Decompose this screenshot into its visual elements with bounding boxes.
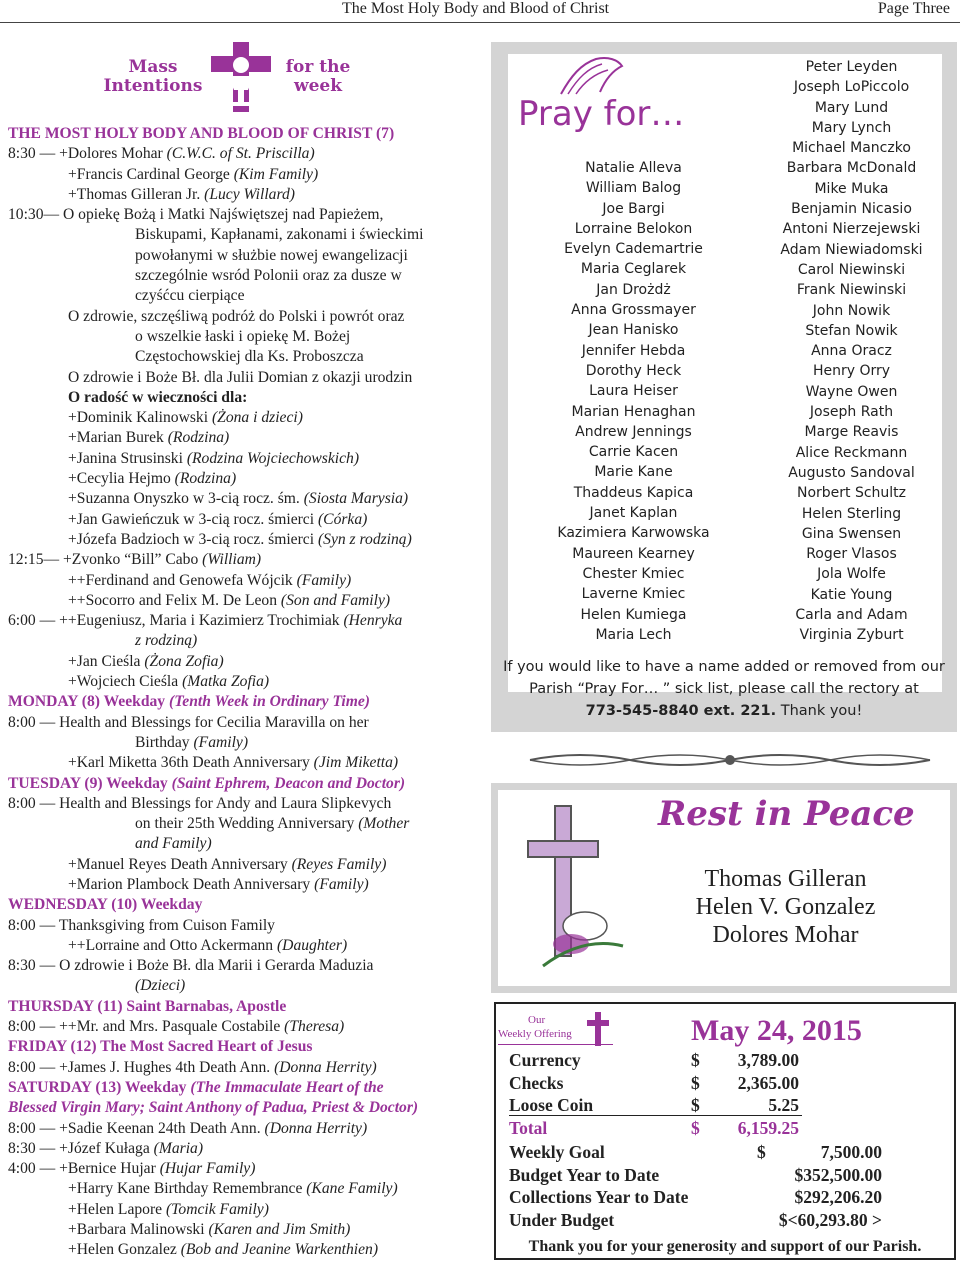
intention-text: ++Ferdinand and Genowefa Wójcik: [68, 571, 297, 589]
offering-value: $<60,293.80 >: [778, 1209, 882, 1230]
intention-line: [8, 692, 478, 712]
intention-line: [8, 753, 478, 773]
prayer-name: Barbara McDonald: [786, 160, 917, 177]
prayer-name: Dorothy Heck: [585, 362, 682, 379]
intention-text: 12:15— +Zvonko “Bill” Cabo: [8, 551, 203, 569]
offering-currency: $: [757, 1142, 766, 1162]
offering-row: [509, 1210, 949, 1232]
intention-line: [8, 611, 478, 631]
intention-requestor: (Donna Herrity): [274, 1058, 377, 1076]
prayer-name: Jean Hanisko: [588, 322, 679, 339]
intention-line: [8, 1159, 478, 1179]
offering-thanks: Thank you for your generosity and support of our Parish.: [528, 1238, 922, 1255]
intention-requestor: (Maria): [153, 1139, 204, 1157]
intention-line: [8, 368, 478, 388]
intention-line: [8, 976, 478, 996]
prayer-name: Henry Orry: [812, 363, 891, 380]
intention-text: THE MOST HOLY BODY AND BLOOD OF CHRIST (7): [8, 125, 395, 142]
intention-text: +Francis Cardinal George: [68, 165, 234, 183]
prayer-name: Marge Reavis: [804, 424, 899, 441]
prayer-name: Laura Heiser: [589, 383, 678, 400]
intention-line: [8, 1220, 478, 1240]
ornament-divider-icon: [520, 745, 940, 775]
intention-text: +Jan Cieśla: [68, 652, 145, 670]
offering-currency: $: [691, 1050, 700, 1070]
intention-text: +Wojciech Cieśla: [68, 673, 183, 691]
intention-line: [8, 1017, 478, 1037]
intention-requestor: (Reyes Family): [291, 855, 387, 873]
intention-requestor: (Rodzina Wojciechowskich): [186, 449, 360, 467]
intention-text: ++Socorro and Felix M. De Leon: [68, 591, 281, 609]
intention-requestor: (William): [202, 551, 262, 569]
pray-for-column-2: [764, 57, 939, 646]
offering-currency: $: [691, 1117, 700, 1138]
intention-text: czyśćcu cierpiące: [135, 287, 245, 305]
intention-text: 8:00 — +Sadie Keenan 24th Death Ann.: [8, 1119, 265, 1137]
intention-line: [8, 449, 478, 469]
offering-label: Total: [509, 1117, 548, 1138]
intention-text: SATURDAY (13) Weekday: [8, 1078, 191, 1096]
intention-requestor: (Lucy Willard): [204, 185, 295, 203]
rest-in-peace-title: Rest in Peace: [658, 794, 915, 834]
intention-text: +Barbara Malinowski: [68, 1221, 209, 1239]
prayer-name: Antoni Nierzejewski: [782, 221, 921, 238]
offering-currency: $: [691, 1072, 700, 1093]
rectory-phone: 773-545-8840 ext. 221.: [585, 703, 777, 719]
intention-text: +Helen Gonzalez: [68, 1241, 181, 1259]
pray-note-line2: Parish “Pray For… ” sick list, please call the rectory at: [529, 681, 919, 697]
intention-text: o wszelkie łaski i opiekę M. Bożej: [135, 327, 351, 345]
intention-text: 6:00 — ++Eugeniusz, Maria i Kazimierz Trochimiak: [8, 612, 344, 630]
intention-line: [8, 185, 478, 205]
prayer-name: Joe Bargi: [602, 200, 665, 217]
offering-value: 6,159.25: [737, 1117, 799, 1138]
intention-line: [8, 144, 478, 164]
intention-requestor: (Matka Zofia): [182, 673, 270, 691]
deceased-name: Helen V. Gonzalez: [695, 894, 876, 920]
intention-text: +Dominik Kalinowski: [68, 409, 212, 427]
intention-text: +Marian Burek: [68, 429, 168, 447]
weekly-offering-box: [494, 1002, 956, 1260]
intention-line: [8, 428, 478, 448]
intention-text: Birthday: [135, 733, 194, 751]
deceased-name: Thomas Gilleran: [704, 866, 867, 892]
rest-in-peace-panel: [498, 790, 950, 986]
intention-line: [8, 124, 478, 144]
intention-requestor: (Saint Ephrem, Deacon and Doctor): [171, 774, 406, 792]
prayer-name: Chester Kmiec: [582, 565, 685, 582]
pray-for-note: [491, 656, 957, 722]
mass-intentions-logo: [98, 40, 358, 115]
intention-text: THURSDAY (11) Saint Barnabas, Apostle: [8, 997, 287, 1015]
offering-value: 3,789.00: [737, 1050, 799, 1070]
intention-text: +Thomas Gilleran Jr.: [68, 185, 205, 203]
intention-text: 4:00 — +Bernice Hujar: [8, 1160, 160, 1178]
prayer-name: Maria Ceglarek: [580, 261, 687, 278]
logo-our: Our: [528, 1014, 546, 1026]
offering-date: May 24, 2015: [691, 1014, 862, 1047]
prayer-name: Carol Niewinski: [797, 261, 906, 278]
intention-requestor: (Żona i dzieci): [211, 409, 303, 427]
prayer-name: Thaddeus Kapica: [573, 484, 694, 501]
prayer-name: Jan Drożdż: [596, 281, 671, 298]
intention-requestor: (Daughter): [276, 936, 348, 954]
intention-line: [8, 774, 478, 794]
intention-line: [8, 814, 478, 834]
intention-text: ++Lorraine and Otto Ackermann: [68, 936, 277, 954]
prayer-name: Jola Wolfe: [817, 566, 886, 583]
logo-weekly-offering: Weekly Offering: [498, 1028, 572, 1040]
intention-requestor: (Henryka: [343, 612, 403, 630]
intention-line: [8, 733, 478, 753]
intention-text: 10:30— O opiekę Bożą i Matki Najświętszej nad Papieżem,: [8, 206, 384, 224]
intention-line: [8, 388, 478, 408]
prayer-name: Joseph Rath: [809, 404, 894, 421]
offering-label: Under Budget: [509, 1209, 615, 1230]
intention-requestor: (Jim Miketta): [313, 754, 399, 772]
offering-label: Loose Coin: [509, 1095, 594, 1115]
intention-text: Częstochowskiej dla Ks. Proboszcza: [135, 348, 364, 366]
intention-requestor: (Karen and Jim Smith): [208, 1221, 351, 1239]
intention-line: [8, 936, 478, 956]
prayer-name: Norbert Schultz: [796, 485, 907, 502]
intention-requestor: (Family): [193, 733, 249, 751]
intention-line: [8, 530, 478, 550]
prayer-name: Peter Leyden: [805, 59, 898, 75]
intention-requestor: (Siosta Marysia): [303, 490, 409, 508]
offering-row: [509, 1165, 949, 1187]
prayer-name: John Nowik: [812, 302, 891, 319]
pray-for-box: [491, 42, 957, 732]
offering-label: Weekly Goal: [509, 1142, 605, 1162]
intention-text: +Suzanna Onyszko w 3-cią rocz. śm.: [68, 490, 304, 508]
prayer-name: Gina Swensen: [801, 525, 902, 542]
offering-row: [509, 1118, 949, 1140]
prayer-name: Mary Lynch: [811, 119, 892, 136]
intention-line: [8, 997, 478, 1017]
intention-requestor: (Family): [314, 875, 369, 893]
intention-requestor: (Dzieci): [135, 977, 186, 995]
intention-line: [8, 408, 478, 428]
intention-line: [8, 469, 478, 489]
prayer-name: William Balog: [585, 180, 682, 197]
intention-line: [8, 286, 478, 306]
prayer-name: Maria Lech: [595, 626, 672, 643]
intention-line: [8, 1139, 478, 1159]
intention-line: [8, 571, 478, 591]
prayer-name: Marie Kane: [594, 464, 673, 481]
prayer-name: Janet Kaplan: [589, 505, 678, 522]
offering-value: 5.25: [768, 1095, 799, 1115]
pray-for-column-1: [546, 158, 721, 645]
intention-line: [8, 631, 478, 651]
offering-row: [509, 1095, 949, 1117]
intention-line: [8, 225, 478, 245]
intention-line: [8, 956, 478, 976]
intention-line: [8, 1037, 478, 1057]
intention-requestor: (Tenth Week in Ordinary Time): [169, 693, 370, 711]
intention-requestor: (Theresa): [284, 1018, 345, 1036]
intention-requestor: and Family): [135, 835, 212, 853]
prayer-name: Frank Niewinski: [796, 282, 907, 299]
prayer-name: Anna Oracz: [811, 343, 892, 360]
chalice-cross-icon: [206, 40, 276, 115]
intention-text: WEDNESDAY (10) Weekday: [8, 896, 203, 914]
prayer-name: Laverne Kmiec: [581, 586, 686, 603]
prayer-name: Benjamin Nicasio: [791, 201, 912, 218]
prayer-name: Marian Henaghan: [571, 403, 696, 420]
offering-row: [509, 1050, 949, 1072]
prayer-name: Anna Grossmayer: [571, 302, 696, 319]
offering-value: $292,206.20: [794, 1187, 882, 1207]
intention-requestor: (Kane Family): [306, 1180, 398, 1198]
intention-requestor: (Kim Family): [233, 165, 319, 183]
cross-lily-icon: [523, 796, 653, 976]
intention-text: 8:30 — O zdrowie i Boże Bł. dla Marii i Gerarda Maduzia: [8, 957, 374, 975]
intention-requestor: (Tomcik Family): [165, 1200, 269, 1218]
intention-line: [8, 1058, 478, 1078]
intention-text: Biskupami, Kapłanami, zakonami i świeckimi: [135, 226, 424, 244]
offering-row: [509, 1073, 949, 1095]
intention-line: [8, 266, 478, 286]
prayer-name: Joseph LoPiccolo: [793, 79, 910, 96]
intention-text: 8:30 — +Józef Kułaga: [8, 1139, 154, 1157]
offering-label: Collections Year to Date: [509, 1187, 689, 1207]
prayer-name: Helen Kumiega: [580, 606, 687, 623]
page-header: [0, 0, 960, 23]
deceased-name: Dolores Mohar: [712, 922, 859, 948]
prayer-name: Andrew Jennings: [575, 423, 692, 440]
rest-in-peace-box: [491, 783, 957, 993]
intention-text: 8:00 — +James J. Hughes 4th Death Ann.: [8, 1058, 275, 1076]
header-title: The Most Holy Body and Blood of Christ: [342, 0, 610, 17]
logo-for-the: for the: [285, 57, 351, 77]
intention-line: [8, 550, 478, 570]
intention-line: [8, 307, 478, 327]
intention-line: [8, 1179, 478, 1199]
offering-row: [509, 1187, 949, 1209]
intention-text: +Manuel Reyes Death Anniversary: [68, 855, 292, 873]
intention-text: O radość w wieczności dla:: [68, 388, 248, 406]
prayer-name: Wayne Owen: [805, 383, 898, 400]
intention-text: MONDAY (8) Weekday: [8, 693, 169, 711]
intention-text: +Helen Lapore: [68, 1200, 166, 1218]
prayer-name: Mike Muka: [814, 180, 889, 197]
intention-requestor: (Hujar Family): [159, 1160, 256, 1178]
intention-line: [8, 1200, 478, 1220]
intention-requestor: (Bob and Jeanine Warkenthien): [180, 1241, 379, 1259]
intention-text: +Karl Miketta 36th Death Anniversary: [68, 754, 314, 772]
prayer-name: Stefan Nowik: [805, 322, 898, 339]
intention-requestor: Blessed Virgin Mary; Saint Anthony of Padua, Priest & Doctor): [8, 1099, 419, 1117]
pray-note-thanks: Thank you!: [776, 703, 863, 719]
intention-text: 8:00 — Thanksgiving from Cuison Family: [8, 916, 275, 934]
intention-line: [8, 1119, 478, 1139]
intention-line: [8, 591, 478, 611]
weekly-offering-logo: [498, 1010, 618, 1050]
intention-requestor: (The Immaculate Heart of the: [190, 1078, 384, 1096]
intention-requestor: (Syn z rodziną): [317, 530, 412, 548]
prayer-name: Helen Sterling: [801, 505, 902, 522]
logo-intentions: Intentions: [103, 76, 203, 96]
offering-value: 2,365.00: [737, 1072, 799, 1093]
intention-text: +Józefa Badzioch w 3-cią rocz. śmierci: [68, 530, 318, 548]
intention-line: [8, 672, 478, 692]
intention-text: +Cecylia Hejmo: [68, 470, 175, 488]
intention-line: [8, 1098, 478, 1118]
intention-text: 8:30 — +Dolores Mohar: [8, 145, 167, 163]
prayer-name: Augusto Sandoval: [788, 464, 915, 481]
offering-label: Budget Year to Date: [509, 1164, 660, 1185]
intention-line: [8, 205, 478, 225]
offering-label: Currency: [509, 1050, 581, 1070]
prayer-name: Adam Niewiadomski: [780, 241, 923, 258]
prayer-name: Maureen Kearney: [572, 545, 695, 562]
intention-line: [8, 1240, 478, 1260]
intention-line: [8, 1078, 478, 1098]
prayer-name: Michael Manczko: [792, 140, 911, 157]
intention-line: [8, 916, 478, 936]
prayer-name: Carla and Adam: [795, 607, 908, 624]
intention-requestor: (Family): [296, 571, 352, 589]
intention-requestor: (Rodzina): [174, 470, 237, 488]
intention-text: 8:00 — Health and Blessings for Andy and Laura Slipkevych: [8, 794, 392, 812]
prayer-name: Lorraine Belokon: [574, 220, 693, 237]
intention-requestor: (Donna Herrity): [264, 1119, 368, 1137]
intention-text: on their 25th Wedding Anniversary: [135, 815, 359, 833]
intention-line: [8, 855, 478, 875]
intention-text: TUESDAY (9) Weekday: [8, 774, 172, 792]
prayer-name: Jennifer Hebda: [581, 342, 686, 359]
offering-label: Checks: [509, 1072, 564, 1093]
intention-line: [8, 327, 478, 347]
intention-line: [8, 713, 478, 733]
offering-row: [509, 1142, 949, 1164]
intention-text: FRIDAY (12) The Most Sacred Heart of Jesus: [8, 1038, 313, 1056]
intention-text: +Harry Kane Birthday Remembrance: [68, 1180, 307, 1198]
intention-text: O zdrowie, szczęśliwą podróż do Polski i powrót oraz: [68, 307, 405, 325]
intention-line: [8, 165, 478, 185]
mass-intentions-list: [8, 124, 478, 1261]
intention-text: O zdrowie i Boże Bł. dla Julii Domian z okazji urodzin: [68, 368, 413, 386]
header-page: Page Three: [877, 0, 950, 17]
intention-requestor: (Son and Family): [280, 591, 391, 609]
prayer-name: Katie Young: [810, 586, 893, 603]
cross-icon: [586, 1010, 610, 1048]
intention-text: powołanymi w służbie nowej ewangelizacji: [135, 246, 408, 264]
intention-requestor: (Córka): [317, 510, 368, 528]
pray-for-panel: [508, 54, 942, 692]
intention-requestor: (Żona Zofia): [144, 652, 224, 670]
logo-week: week: [293, 76, 343, 96]
prayer-name: Natalie Alleva: [585, 160, 682, 176]
intention-text: 8:00 — ++Mr. and Mrs. Pasquale Costabile: [8, 1018, 285, 1036]
intention-text: szczególnie wsród Polonii oraz za dusze w: [135, 267, 402, 285]
intention-line: [8, 834, 478, 854]
intention-line: [8, 246, 478, 266]
deceased-names: [658, 865, 913, 949]
intention-line: [8, 794, 478, 814]
intention-line: [8, 895, 478, 915]
intention-text: 8:00 — Health and Blessings for Cecilia Maravilla on her: [8, 713, 369, 731]
prayer-name: Roger Vlasos: [806, 546, 897, 563]
intention-line: [8, 489, 478, 509]
intention-text: +Janina Strusinski: [68, 449, 187, 467]
intention-line: [8, 652, 478, 672]
prayer-name: Alice Reckmann: [795, 444, 908, 461]
prayer-name: Kazimiera Karwowska: [557, 525, 710, 542]
prayer-name: Virginia Zyburt: [799, 627, 904, 644]
prayer-name: Mary Lund: [814, 99, 889, 116]
logo-mass: Mass: [128, 57, 178, 77]
offering-currency: $: [691, 1095, 700, 1115]
intention-line: [8, 875, 478, 895]
prayer-name: Carrie Kacen: [588, 444, 679, 461]
prayer-name: Evelyn Cademartrie: [564, 241, 703, 258]
intention-requestor: (C.W.C. of St. Priscilla): [166, 145, 315, 163]
pray-for-title: Pray for…: [518, 94, 685, 134]
praying-hands-icon: [556, 56, 626, 98]
intention-line: [8, 510, 478, 530]
intention-requestor: z rodziną): [135, 632, 198, 650]
offering-value: $352,500.00: [794, 1164, 882, 1185]
intention-requestor: (Rodzina): [167, 429, 230, 447]
pray-note-line1: If you would like to have a name added or removed from our: [503, 659, 945, 675]
offering-value: 7,500.00: [820, 1142, 882, 1162]
intention-text: +Jan Gawieńczuk w 3-cią rocz. śmierci: [68, 510, 318, 528]
intention-text: +Marion Plambock Death Anniversary: [68, 875, 315, 893]
intention-line: [8, 347, 478, 367]
intention-requestor: (Mother: [358, 815, 410, 833]
